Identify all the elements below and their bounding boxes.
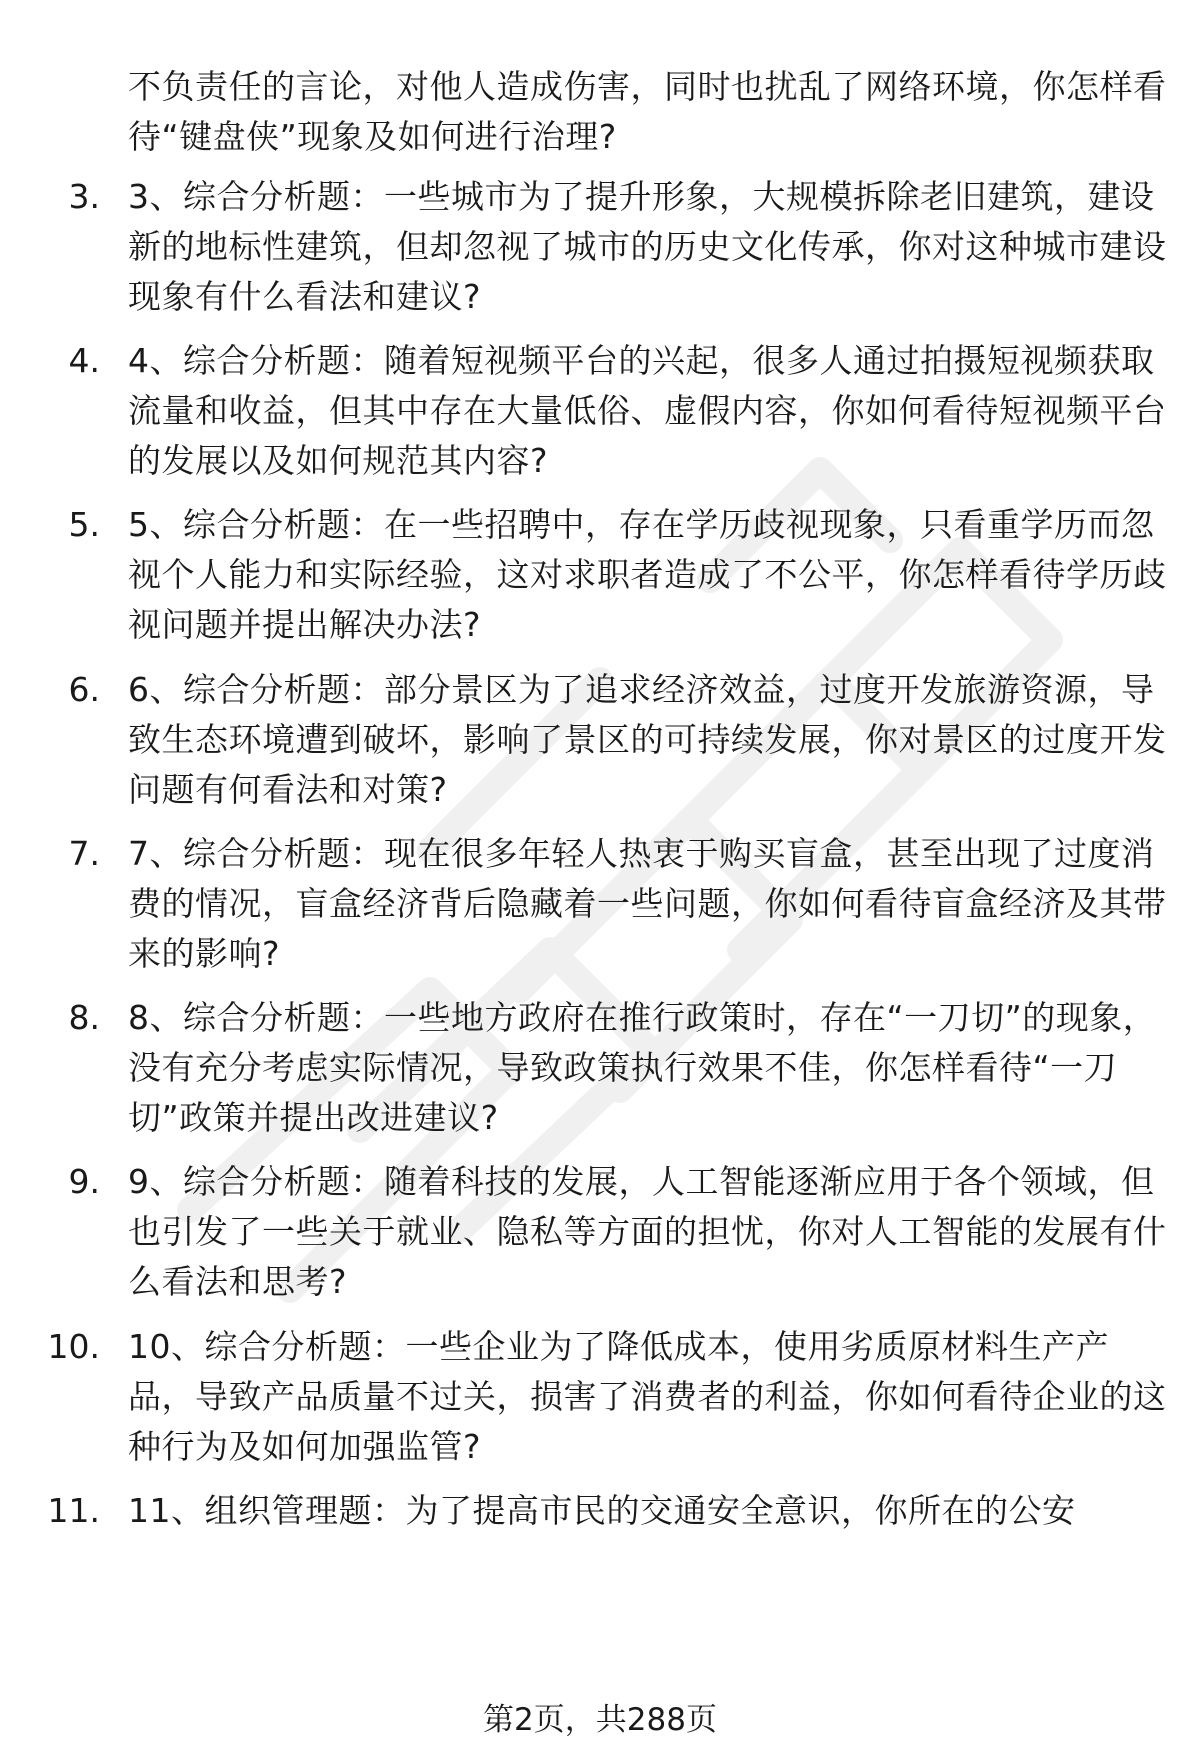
list-item-number: 3. bbox=[68, 177, 100, 216]
list-item-number: 11. bbox=[47, 1491, 100, 1530]
continued-question-text: 不负责任的言论，对他人造成伤害，同时也扰乱了网络环境，你怎样看待“键盘侠”现象及如何进行治理? bbox=[128, 67, 1167, 156]
list-item-text: 4、综合分析题：随着短视频平台的兴起，很多人通过拍摄短视频获取流量和收益，但其中存在大量低俗、虚假内容，你如何看待短视频平台的发展以及如何规范其内容? bbox=[128, 341, 1167, 480]
list-item-text: 5、综合分析题：在一些招聘中，存在学历歧视现象，只看重学历而忽视个人能力和实际经验，这对求职者造成了不公平，你怎样看待学历歧视问题并提出解决办法? bbox=[128, 505, 1167, 644]
list-item-number: 9. bbox=[68, 1162, 100, 1201]
list-item-number: 7. bbox=[68, 834, 100, 873]
list-item-number: 5. bbox=[68, 505, 100, 544]
list-item-text: 3、综合分析题：一些城市为了提升形象，大规模拆除老旧建筑，建设新的地标性建筑，但却忽视了城市的历史文化传承，你对这种城市建设现象有什么看法和建议? bbox=[128, 177, 1167, 316]
list-item-text: 8、综合分析题：一些地方政府在推行政策时，存在“一刀切”的现象，没有充分考虑实际情况，导致政策执行效果不佳，你怎样看待“一刀切”政策并提出改进建议? bbox=[128, 998, 1157, 1137]
list-item-number: 4. bbox=[68, 341, 100, 380]
page-footer: 第2页，共288页 bbox=[483, 1702, 717, 1738]
list-item-text: 6、综合分析题：部分景区为了追求经济效益，过度开发旅游资源，导致生态环境遭到破坏，影响了景区的可持续发展，你对景区的过度开发问题有何看法和对策? bbox=[128, 670, 1167, 809]
list-item-text: 7、综合分析题：现在很多年轻人热衷于购买盲盒，甚至出现了过度消费的情况，盲盒经济背后隐藏着一些问题，你如何看待盲盒经济及其带来的影响? bbox=[128, 834, 1167, 973]
list-item-number: 8. bbox=[68, 998, 100, 1037]
list-item-number: 10. bbox=[47, 1327, 100, 1366]
list-item-text: 9、综合分析题：随着科技的发展，人工智能逐渐应用于各个领域，但也引发了一些关于就业、隐私等方面的担忧，你对人工智能的发展有什么看法和思考? bbox=[128, 1162, 1167, 1301]
list-item-number: 6. bbox=[68, 670, 100, 709]
list-item-text: 11、组织管理题：为了提高市民的交通安全意识，你所在的公安 bbox=[128, 1491, 1076, 1530]
list-item-text: 10、综合分析题：一些企业为了降低成本，使用劣质原材料生产产品，导致产品质量不过关，损害了消费者的利益，你如何看待企业的这种行为及如何加强监管? bbox=[128, 1327, 1167, 1466]
